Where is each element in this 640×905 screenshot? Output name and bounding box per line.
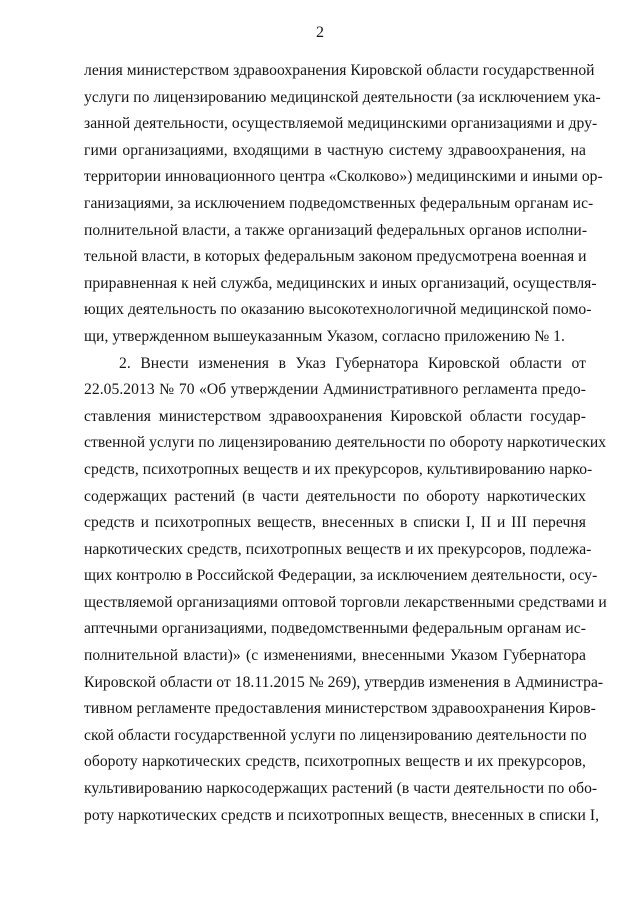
text-line: средств и психотропных веществ, внесенных в списки I, II и III перечня [84,514,586,532]
text-line: роту наркотических средств и психотропных веществ, внесенных в списки I, [84,806,600,824]
text-line: услуги по лицензированию медицинской деятельности (за исключением ука- [84,88,601,106]
text-line: Кировской области от 18.11.2015 № 269), утвердив изменения в Администра- [84,673,604,691]
text-line: обороту наркотических средств, психотропных веществ и их прекурсоров, [84,753,586,771]
text-line: тельной власти, в которых федеральным законом предусмотрена военная и [84,248,587,266]
text-line: территории инновационного центра «Сколково») медицинскими и иными ор- [84,168,603,186]
text-line: приравненная к ней служба, медицинских и иных организаций, осуществля- [84,274,597,292]
text-line: полнительной власти, а также организаций федеральных органов исполни- [84,221,588,239]
text-line: ления министерством здравоохранения Кировской области государственной [84,62,595,79]
text-line: культивированию наркосодержащих растений (в части деятельности по обо- [84,780,598,798]
text-line: средств, психотропных веществ и их прекурсоров, культивированию нарко- [84,460,593,478]
text-line: ственной услуги по лицензированию деятельности по обороту наркотических [84,434,607,452]
page-number: 2 [316,24,324,41]
text-line: щих контролю в Российской Федерации, за исключением деятельности, осу- [84,567,598,585]
text-line: ской области государственной услуги по лицензированию деятельности по [84,726,587,744]
text-line: щи, утвержденном вышеуказанным Указом, согласно приложению № 1. [84,327,565,345]
text-line: ющих деятельность по оказанию высокотехнологичной медицинской помо- [84,301,592,319]
text-line: полнительной власти)» (с изменениями, внесенными Указом Губернатора [84,647,586,665]
document-body [84,58,607,829]
text-line: содержащих растений (в части деятельности по обороту наркотических [84,487,586,505]
text-line: наркотических средств, психотропных веществ и их прекурсоров, подлежа- [84,540,592,558]
text-line: ществляемой организациями оптовой торговли лекарственными средствами и [84,593,607,611]
text-line: занной деятельности, осуществляемой медицинскими организациями и дру- [84,115,598,133]
text-line: ставления министерством здравоохранения Кировской области государ- [84,407,586,425]
text-line: 2. Внести изменения в Указ Губернатора Кировской области от [119,354,586,372]
text-line: 22.05.2013 № 70 «Об утверждении Административного регламента предо- [84,381,586,399]
text-line: аптечными организациями, подведомственными федеральным органам ис- [84,620,586,638]
text-line: ганизациями, за исключением подведомственных федеральным органам ис- [84,194,594,212]
text-line: гими организациями, входящими в частную систему здравоохранения, на [84,141,586,159]
paragraph-1 [84,58,603,351]
text-line: тивном регламенте предоставления министерством здравоохранения Киров- [84,700,596,718]
paragraph-2 [84,351,607,830]
